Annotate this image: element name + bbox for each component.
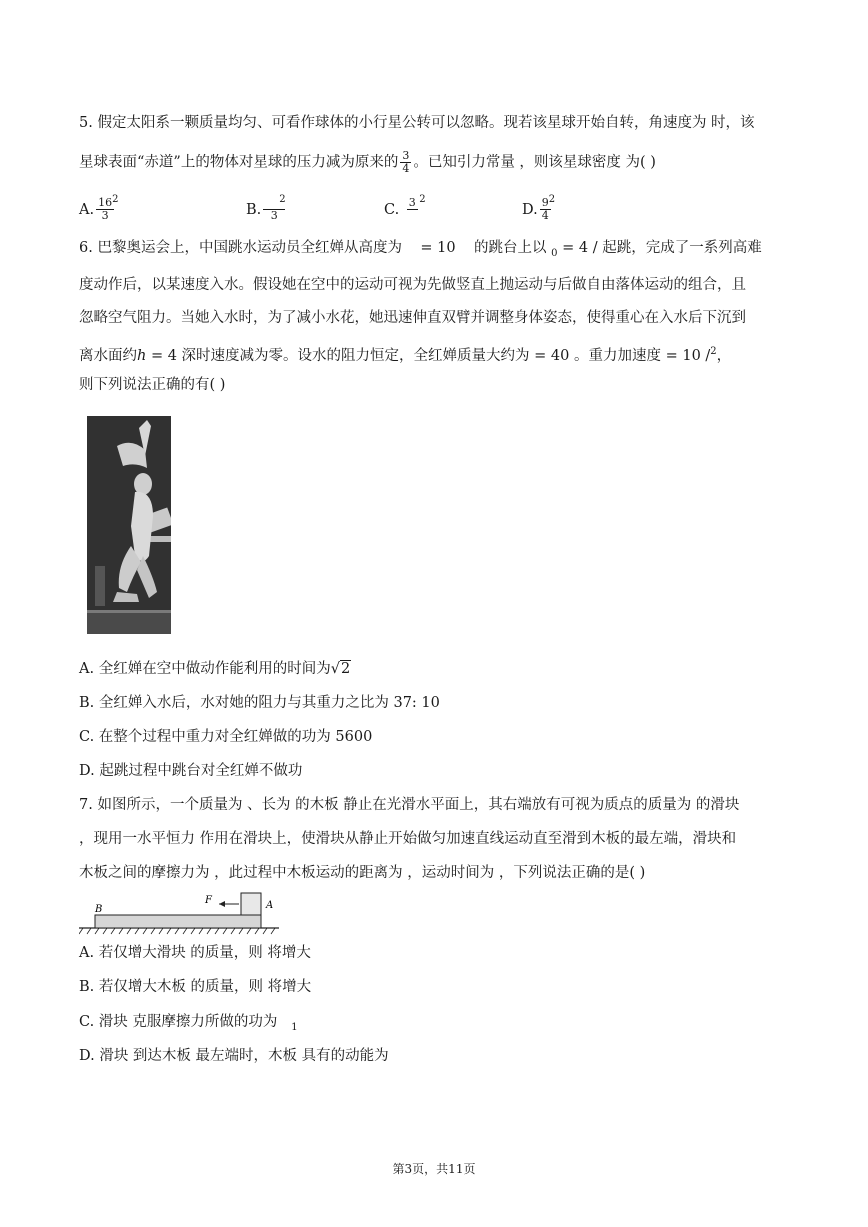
q5-line-2 <box>79 150 656 175</box>
q6-line-1-sub: 0 <box>551 247 558 259</box>
ground-hatch <box>79 928 275 934</box>
q7-line-2: ，现用一水平恒力 作用在滑块上，使滑块从静止开始做匀加速直线运动直至滑到木板的最左端，滑块和 <box>79 831 737 847</box>
q5-frac-num: 3 <box>402 149 410 162</box>
q6-option-a-radicand: 2 <box>340 661 351 677</box>
q6-line-2: 度动作后，以某速度入水。假设她在空中的运动可视为先做竖直上抛运动与后做自由落体运动的组合，且 <box>79 277 746 293</box>
q6-line-4-b: = 4 深时速度减为零。设水的阻力恒定，全红婵质量大约为 = 40 。重力加速度 = 10 / <box>146 347 711 364</box>
q5-option-c <box>384 196 432 222</box>
q5-line-2-text-a: 星球表面“赤道”上的物体对星球的压力减为原来的 <box>79 154 399 171</box>
board-b <box>95 915 261 928</box>
diver-photo <box>87 416 171 634</box>
q6-line-4-c: ， <box>716 347 732 364</box>
q6-line-4-a: 离水面约 <box>79 347 137 364</box>
q7-option-d: D. 滑块 到达木板 最左端时，木板 具有的动能为 <box>79 1048 389 1064</box>
q5-option-d <box>522 196 559 222</box>
q5-option-a-sup: 2 <box>112 194 119 205</box>
q7-option-c-text: C. 滑块 克服摩擦力所做的功为 <box>79 1014 278 1030</box>
q6-line-1 <box>79 238 762 264</box>
q5-option-a-den: 3 <box>101 209 109 223</box>
block-a <box>241 893 261 915</box>
q7-line-3: 木板之间的摩擦力为 ，此过程中木板运动的距离为 ，运动时间为 ，下列说法正确的是( ) <box>79 865 646 881</box>
label-a: A <box>266 900 274 911</box>
q5-option-d-sup: 2 <box>548 194 556 205</box>
q6-line-1-d: = 4 / 起跳，完成了一系列高难 <box>557 240 762 256</box>
q6-line-4 <box>79 342 731 366</box>
board-block-figure <box>79 888 279 938</box>
q6-line-1-a: 6. 巴黎奥运会上，中国跳水运动员全红婵从高度为 <box>79 240 402 256</box>
q5-option-a-num: 16 <box>98 196 113 210</box>
q5-option-b-den: 3 <box>270 209 278 223</box>
q6-line-3: 忽略空气阻力。当她入水时，为了减小水花，她迅速伸直双臂并调整身体姿态，使得重心在入水后下沉到 <box>79 310 746 326</box>
q5-option-d-label: D. <box>522 201 538 218</box>
q5-line-2-text-b: 。已知引力常量 ，则该星球密度 为( ) <box>413 154 656 171</box>
q5-option-c-num: 3 <box>408 196 416 210</box>
q5-option-c-label: C. <box>384 201 400 218</box>
q6-line-4-sup: 2 <box>710 346 717 357</box>
q6-option-b: B. 全红婵入水后，水对她的阻力与其重力之比为 37: 10 <box>79 695 440 711</box>
q5-option-d-den: 4 <box>541 209 549 223</box>
q5-fraction <box>400 150 411 175</box>
page-footer: 第3页，共11页 <box>392 1162 476 1176</box>
q6-line-1-c: 的跳台上以 <box>474 240 547 256</box>
q6-option-c: C. 在整个过程中重力对全红婵做的功为 5600 <box>79 729 373 745</box>
q5-option-b-label: B. <box>246 201 262 218</box>
q5-line-1: 5. 假定太阳系一颗质量均匀、可看作球体的小行星公转可以忽略。现若该星球开始自转，角速度为 时，该 <box>79 115 755 131</box>
q6-line-1-b: = 10 <box>415 240 456 256</box>
q5-option-d-num: 9 <box>541 196 549 210</box>
label-f: F <box>205 895 212 906</box>
q7-option-b: B. 若仅增大木板 的质量，则 将增大 <box>79 979 312 995</box>
q5-option-c-sup: 2 <box>419 194 426 205</box>
q5-option-a <box>79 196 122 222</box>
force-arrowhead <box>219 901 225 907</box>
q6-line-4-h: h <box>137 347 147 364</box>
q7-option-c-sub: 1 <box>291 1021 298 1033</box>
q6-option-a-sqrt: √2 <box>330 661 351 677</box>
q5-option-a-label: A. <box>79 201 95 218</box>
q5-frac-den: 4 <box>402 162 410 175</box>
q7-option-a: A. 若仅增大滑块 的质量，则 将增大 <box>79 945 311 961</box>
label-b: B <box>95 904 103 915</box>
q7-option-c <box>79 1012 298 1038</box>
q6-option-a <box>79 659 351 679</box>
q5-option-b-sup: 2 <box>279 194 286 205</box>
q6-option-a-text: A. 全红婵在空中做动作能利用的时间为 <box>79 661 331 677</box>
q5-option-b <box>246 196 294 222</box>
q6-line-5: 则下列说法正确的有( ) <box>79 377 226 393</box>
q5-option-c-den <box>401 210 423 222</box>
q6-option-d: D. 起跳过程中跳台对全红婵不做功 <box>79 763 303 779</box>
q7-line-1: 7. 如图所示，一个质量为 、长为 的木板 静止在光滑水平面上，其右端放有可视为质点的质量为 的滑块 <box>79 797 740 813</box>
